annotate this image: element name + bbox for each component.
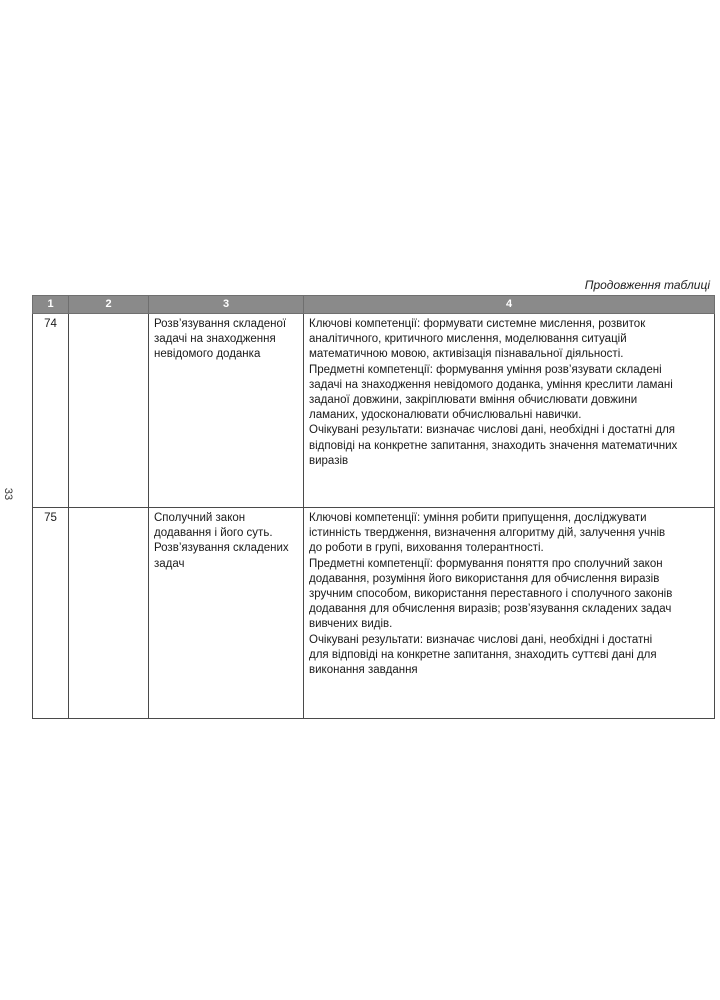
lesson-topic: [149, 314, 304, 508]
table-row: [33, 508, 715, 719]
content-line: Предметні компетенції: формування уміння розв’язувати складені: [309, 363, 662, 376]
content-line: аналітичного, критичного мислення, моделювання ситуацій: [309, 333, 627, 346]
empty-cell: [69, 508, 149, 719]
lesson-plan-table: [32, 295, 715, 719]
content-line: для відповіді на конкретне запитання, знаходить суттєві дані для: [309, 648, 657, 661]
content-line: Ключові компетенції: формувати системне мислення, розвиток: [309, 318, 646, 330]
empty-cell: [69, 314, 149, 508]
content-line: Ключові компетенції: уміння робити припущення, досліджувати: [309, 512, 647, 524]
content-line: вивчених видів.: [309, 618, 393, 631]
table-header-row: [33, 296, 715, 314]
header-col-2: 2: [69, 296, 149, 314]
content-line: до роботи в групі, виховання толерантності.: [309, 542, 544, 555]
content-line: математичною мовою, активізація пізнавальної діяльності.: [309, 348, 624, 361]
topic-line: Розв’язування складеної: [154, 318, 287, 330]
content-line: додавання, розуміння його використання для обчислення виразів: [309, 572, 660, 585]
content-line: Очікувані результати: визначає числові дані, необхідні і достатні: [309, 633, 653, 646]
lesson-topic: [149, 508, 304, 719]
lesson-number: 74: [33, 314, 69, 508]
header-col-1: 1: [33, 296, 69, 314]
content-line: задачі на знаходження невідомого доданка, уміння креслити ламані: [309, 378, 673, 391]
lesson-number: 75: [33, 508, 69, 719]
topic-line: невідомого доданка: [154, 348, 261, 361]
content-line: Предметні компетенції: формування поняття про сполучний закон: [309, 557, 663, 570]
topic-line: додавання і його суть.: [154, 527, 273, 540]
content-line: зручним способом, використання переставного і сполучного законів: [309, 588, 673, 601]
topic-line: задачі на знаходження: [154, 333, 276, 346]
content-line: виконання завдання: [309, 664, 418, 677]
topic-line: задач: [154, 557, 185, 570]
lesson-competencies: [304, 314, 715, 508]
topic-line: Розв’язування складених: [154, 542, 289, 555]
table-continuation-caption: Продовження таблиці: [584, 278, 710, 292]
content-line: ламаних, удосконалювати обчислювальні навички.: [309, 409, 582, 422]
table-row: [33, 314, 715, 508]
page-number: 33: [2, 487, 15, 501]
content-line: додавання для обчислення виразів; розв’язування складених задач: [309, 603, 672, 616]
topic-line: Сполучний закон: [154, 512, 246, 524]
header-col-3: 3: [149, 296, 304, 314]
content-line: Очікувані результати: визначає числові дані, необхідні і достатні для: [309, 424, 676, 437]
content-line: відповіді на конкретне запитання, знаходить значення математичних: [309, 439, 678, 452]
content-line: заданої довжини, закріплювати вміння обчислювати довжини: [309, 394, 638, 407]
content-line: виразів: [309, 454, 349, 467]
lesson-competencies: [304, 508, 715, 719]
content-line: істинність твердження, визначення алгоритму дій, залучення учнів: [309, 527, 666, 540]
header-col-4: 4: [304, 296, 715, 314]
